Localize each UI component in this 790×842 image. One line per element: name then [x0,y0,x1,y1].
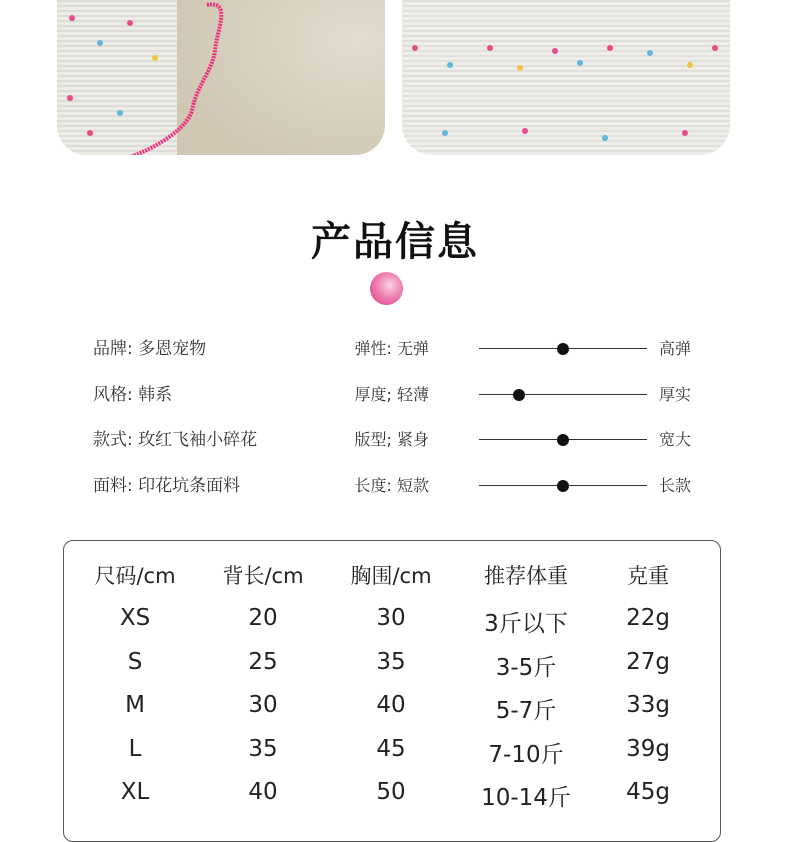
scale-label-length: 长度: 短款 [354,476,429,495]
flower-print [69,15,75,21]
flower-print [117,110,123,116]
table-cell: 20 [248,605,278,631]
scale-right-label: 厚实 [659,385,692,404]
table-cell: XL [120,779,150,805]
scale-knob [557,480,569,492]
table-header: 尺码/cm [94,564,176,588]
table-cell: 22g [626,605,670,631]
table-cell: 45 [376,736,406,762]
flower-print [712,45,718,51]
scale-track [479,394,647,395]
scale-right-label: 高弹 [659,339,692,358]
table-cell: 35 [376,649,406,675]
scale-label-fit: 版型; 紧身 [354,430,429,449]
scale-knob [557,343,569,355]
scale-label-thickness: 厚度; 轻薄 [354,385,429,404]
info-row [0,471,790,501]
flower-print [602,135,608,141]
table-cell: XS [119,605,151,631]
accent-dot [370,272,403,305]
flower-print [442,130,448,136]
ruffle-trim [57,0,385,155]
table-cell: 50 [376,779,406,805]
table-cell: 45g [626,779,670,805]
flower-print [687,62,693,68]
table-cell: 3斤以下 [484,611,568,637]
table-cell: S [127,649,143,675]
table-header: 胸围/cm [350,564,432,588]
table-cell: 10-14斤 [481,785,571,811]
table-cell: 33g [626,692,670,718]
flower-print [487,45,493,51]
info-style: 风格: 韩系 [93,385,173,405]
flower-print [517,65,523,71]
product-photo-right [402,0,730,155]
flower-print [607,45,613,51]
table-header: 推荐体重 [484,564,568,588]
product-photo-left [57,0,385,155]
flower-print [127,20,133,26]
table-header: 背长/cm [222,564,304,588]
flower-print [97,40,103,46]
info-fabric: 面料: 印花坑条面料 [93,476,241,496]
flower-print [577,60,583,66]
table-cell: 40 [376,692,406,718]
scale-label-elasticity: 弹性: 无弹 [354,339,429,358]
table-cell: L [128,736,142,762]
flower-print [152,55,158,61]
table-cell: 3-5斤 [495,655,557,681]
flower-print [87,130,93,136]
scale-right-label: 宽大 [659,430,692,449]
flower-print [447,62,453,68]
flower-print [412,45,418,51]
table-cell: 30 [376,605,406,631]
table-header: 克重 [627,564,669,588]
section-title: 产品信息 [311,219,479,265]
table-cell: 27g [626,649,670,675]
flower-print [647,50,653,56]
scale-right-label: 长款 [659,476,692,495]
info-brand: 品牌: 多恩宠物 [93,339,207,359]
flower-print [67,95,73,101]
flower-print [682,130,688,136]
table-cell: 5-7斤 [495,698,557,724]
info-design: 款式: 玫红飞袖小碎花 [93,430,258,450]
table-cell: 7-10斤 [488,742,564,768]
table-cell: 35 [248,736,278,762]
flower-print [522,128,528,134]
scale-knob [557,434,569,446]
flower-print [552,48,558,54]
info-row [0,380,790,410]
scale-knob [513,389,525,401]
table-cell: 39g [626,736,670,762]
table-cell: 30 [248,692,278,718]
info-row [0,425,790,455]
table-cell: M [125,692,145,718]
table-cell: 40 [248,779,278,805]
table-cell: 25 [248,649,278,675]
info-row [0,334,790,364]
